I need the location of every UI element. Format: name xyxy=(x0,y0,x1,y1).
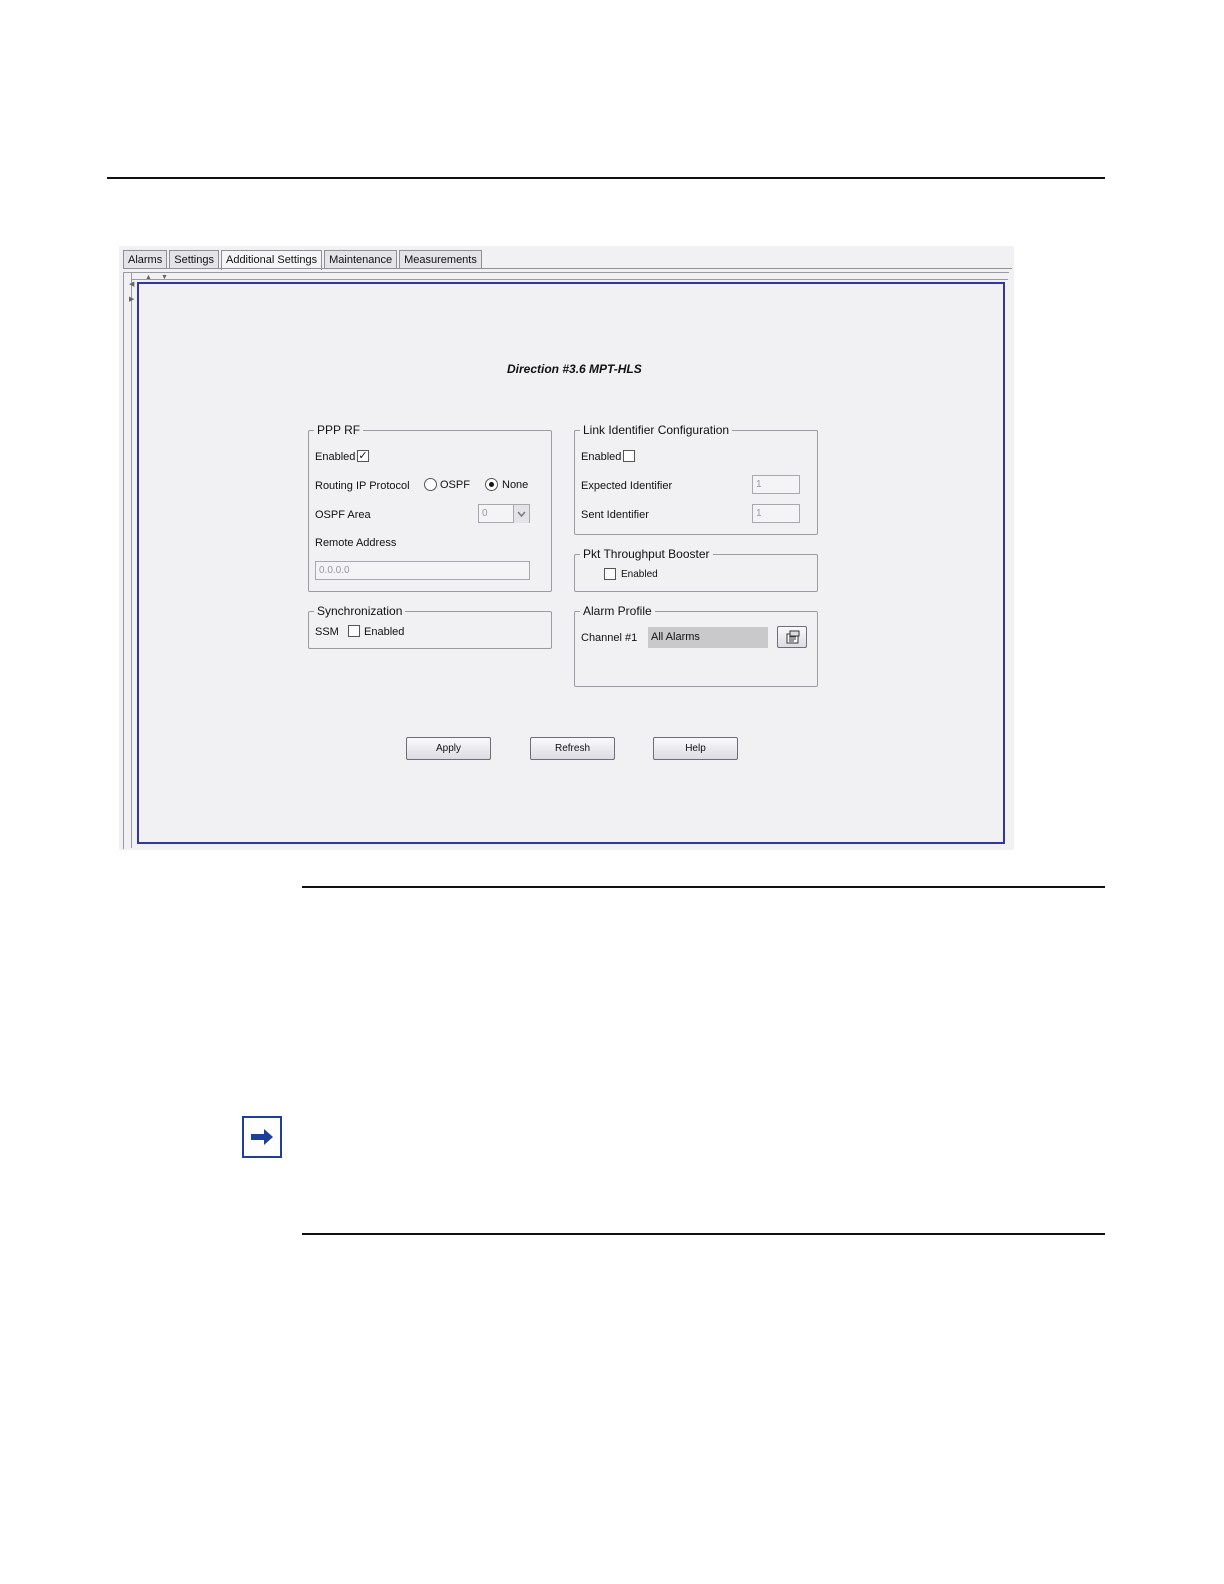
channel-alarm-profile-field: All Alarms xyxy=(648,627,768,648)
ssm-label: SSM xyxy=(315,626,339,638)
horizontal-splitter[interactable] xyxy=(131,279,1008,280)
none-radio[interactable] xyxy=(485,478,498,491)
pkt-throughput-booster-legend: Pkt Throughput Booster xyxy=(580,546,713,562)
collapse-up-icon[interactable]: ▲ xyxy=(145,274,152,281)
ospf-radio-label: OSPF xyxy=(440,479,470,491)
pkt-throughput-booster-group xyxy=(574,547,818,592)
remote-address-input[interactable]: 0.0.0.0 xyxy=(315,561,530,580)
radio-selected-dot xyxy=(489,482,494,487)
tab-additional-settings[interactable]: Additional Settings xyxy=(221,250,322,270)
tab-underline xyxy=(123,268,1012,269)
link-identifier-legend: Link Identifier Configuration xyxy=(580,422,732,438)
help-button[interactable]: Help xyxy=(653,737,738,760)
link-enabled-checkbox[interactable] xyxy=(623,450,635,462)
none-radio-label: None xyxy=(502,479,529,491)
synchronization-legend: Synchronization xyxy=(314,603,405,619)
ospf-area-select[interactable] xyxy=(478,504,530,523)
synchronization-group xyxy=(308,604,552,649)
settings-panel xyxy=(137,282,1005,844)
channel-label: Channel #1 xyxy=(581,632,638,644)
tab-settings[interactable]: Settings xyxy=(169,250,219,268)
ppp-rf-legend: PPP RF xyxy=(314,422,363,438)
panel-title: Direction #3.6 MPT-HLS xyxy=(507,362,642,376)
note-arrow-icon xyxy=(242,1116,282,1158)
edit-profile-icon xyxy=(785,630,801,649)
link-enabled-label: Enabled xyxy=(581,451,622,463)
ppp-rf-group xyxy=(308,423,552,592)
note-rule xyxy=(302,1233,1105,1235)
booster-enabled-label: Enabled xyxy=(621,569,658,580)
chevron-down-icon[interactable] xyxy=(513,505,529,523)
apply-button[interactable]: Apply xyxy=(406,737,491,760)
header-rule xyxy=(107,177,1105,179)
remote-address-label: Remote Address xyxy=(315,537,397,549)
ssm-enabled-label: Enabled xyxy=(364,626,405,638)
tab-alarms[interactable]: Alarms xyxy=(123,250,167,268)
refresh-button[interactable]: Refresh xyxy=(530,737,615,760)
booster-enabled-checkbox[interactable] xyxy=(604,568,616,580)
ospf-area-label: OSPF Area xyxy=(315,509,371,521)
collapse-down-icon[interactable]: ▼ xyxy=(161,274,168,281)
routing-ip-protocol-label: Routing IP Protocol xyxy=(315,480,410,492)
link-identifier-group xyxy=(574,423,818,535)
alarm-profile-legend: Alarm Profile xyxy=(580,603,655,619)
tab-measurements[interactable]: Measurements xyxy=(399,250,482,268)
ssm-enabled-checkbox[interactable] xyxy=(348,625,360,637)
sent-identifier-input[interactable]: 1 xyxy=(752,504,800,523)
ppp-enabled-label: Enabled xyxy=(315,451,356,463)
collapse-right-icon[interactable]: ▶ xyxy=(129,296,135,303)
figure-rule xyxy=(302,886,1105,888)
collapse-left-icon[interactable]: ◀ xyxy=(129,281,135,288)
sent-identifier-label: Sent Identifier xyxy=(581,509,649,521)
expected-identifier-input[interactable]: 1 xyxy=(752,475,800,494)
screenshot-window xyxy=(119,246,1014,850)
tab-bar xyxy=(123,250,484,270)
expected-identifier-label: Expected Identifier xyxy=(581,480,673,492)
ospf-radio[interactable] xyxy=(424,478,437,491)
alarm-profile-group xyxy=(574,604,818,687)
ospf-area-value: 0 xyxy=(482,508,488,519)
alarm-profile-edit-button[interactable] xyxy=(777,626,807,648)
tab-maintenance[interactable]: Maintenance xyxy=(324,250,397,268)
ppp-enabled-checkbox[interactable]: ✓ xyxy=(358,450,368,462)
vertical-splitter[interactable] xyxy=(129,272,135,848)
